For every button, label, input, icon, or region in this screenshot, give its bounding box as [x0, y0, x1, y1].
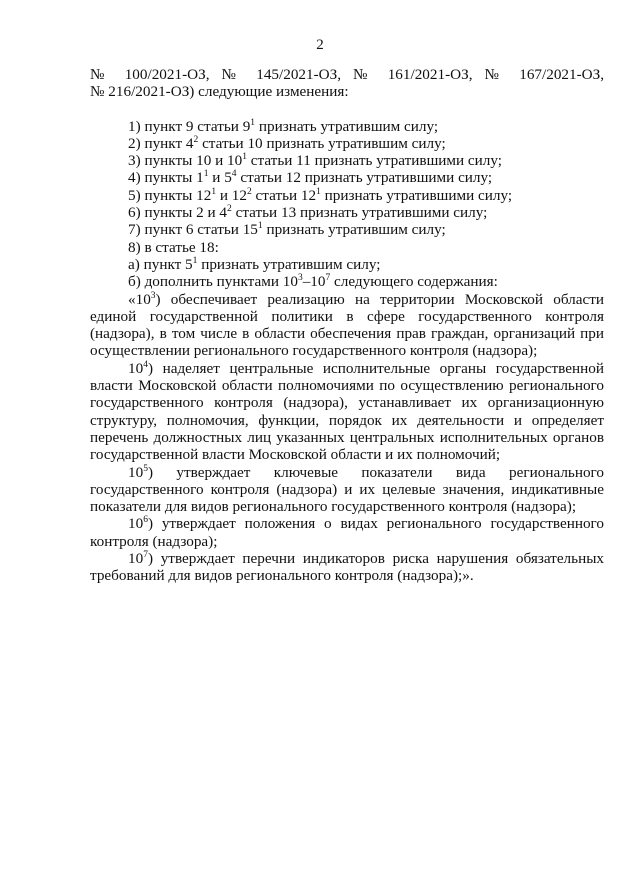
sub-item-b: б) дополнить пунктами $10^3-10^7$ следующего содержания: — [128, 273, 498, 291]
document-body — [90, 66, 604, 585]
law-ref: 100/2021-ОЗ, — [124, 66, 210, 83]
list-item-4: 4) пункты $1^1$ и $5^4$ статьи 12 признать утратившими силу; — [128, 169, 493, 187]
law-ref: № — [90, 66, 113, 83]
law-ref: 145/2021-ОЗ, — [256, 66, 342, 83]
sub-item-a: а) пункт $5^1$ признать утратившим силу; — [128, 255, 381, 273]
law-ref: 167/2021-ОЗ, — [519, 66, 605, 83]
list-item-7: 7) пункт 6 статьи $15^1$ признать утратившим силу; — [128, 221, 446, 239]
paragraph-10-4: $10^4$) наделяет центральные исполнительные органы государственной власти Московской области полномочиями по осуществлению регионального государственного контроля (надзора), устанавливает их организационную структуру, полномочия, функции, порядок их деятельности и определяет перечень должностных лиц указанных центральных исполнительных органов государственной власти Московской области и их полномочий; — [90, 359, 604, 464]
list-item-5: 5) пункты $12^1$ и $12^2$ статьи $12^1$ признать утратившими силу; — [128, 186, 513, 204]
page-number: 2 — [316, 37, 324, 53]
paragraph-10-3: «$10^3$) обеспечивает реализацию на территории Московской области единой государственной политики в сфере государственного контроля (надзора), в том числе в области обеспечения прав граждан, организаций при осуществлении регионального государственного контроля (надзора); — [90, 290, 604, 360]
paragraph-10-5: $10^5$) утверждает ключевые показатели вида регионального государственного контроля (надзора) и их целевые значения, индикативные показатели для видов регионального государственного контроля (надзора); — [90, 463, 604, 516]
law-ref: № 161/2021-ОЗ, — [353, 66, 473, 83]
list-item-6: 6) пункты 2 и $4^2$ статьи 13 признать утратившими силу; — [128, 204, 488, 222]
paragraph-10-7: $10^7$) утверждает перечни индикаторов риска нарушения обязательных требований для видов регионального контроля (надзора);». — [90, 550, 604, 585]
paragraph-10-6: $10^6$) утверждает положения о видах регионального государственного контроля (надзора); — [90, 515, 604, 550]
list-item-1: 1) пункт 9 статьи $9^1$ признать утратившим силу; — [128, 117, 439, 135]
header-line-1 — [90, 66, 604, 83]
law-ref: № — [221, 66, 245, 83]
list-item-2: 2) пункт $4^2$ статьи 10 признать утратившим силу; — [128, 134, 446, 152]
list-item-8: 8) в статье 18: — [128, 238, 219, 256]
header-line-2: № 216/2021-ОЗ) следующие изменения: — [90, 83, 349, 101]
law-ref: № — [484, 66, 508, 83]
list-item-3: 3) пункты 10 и $10^1$ статьи 11 признать утратившими силу; — [128, 152, 502, 170]
